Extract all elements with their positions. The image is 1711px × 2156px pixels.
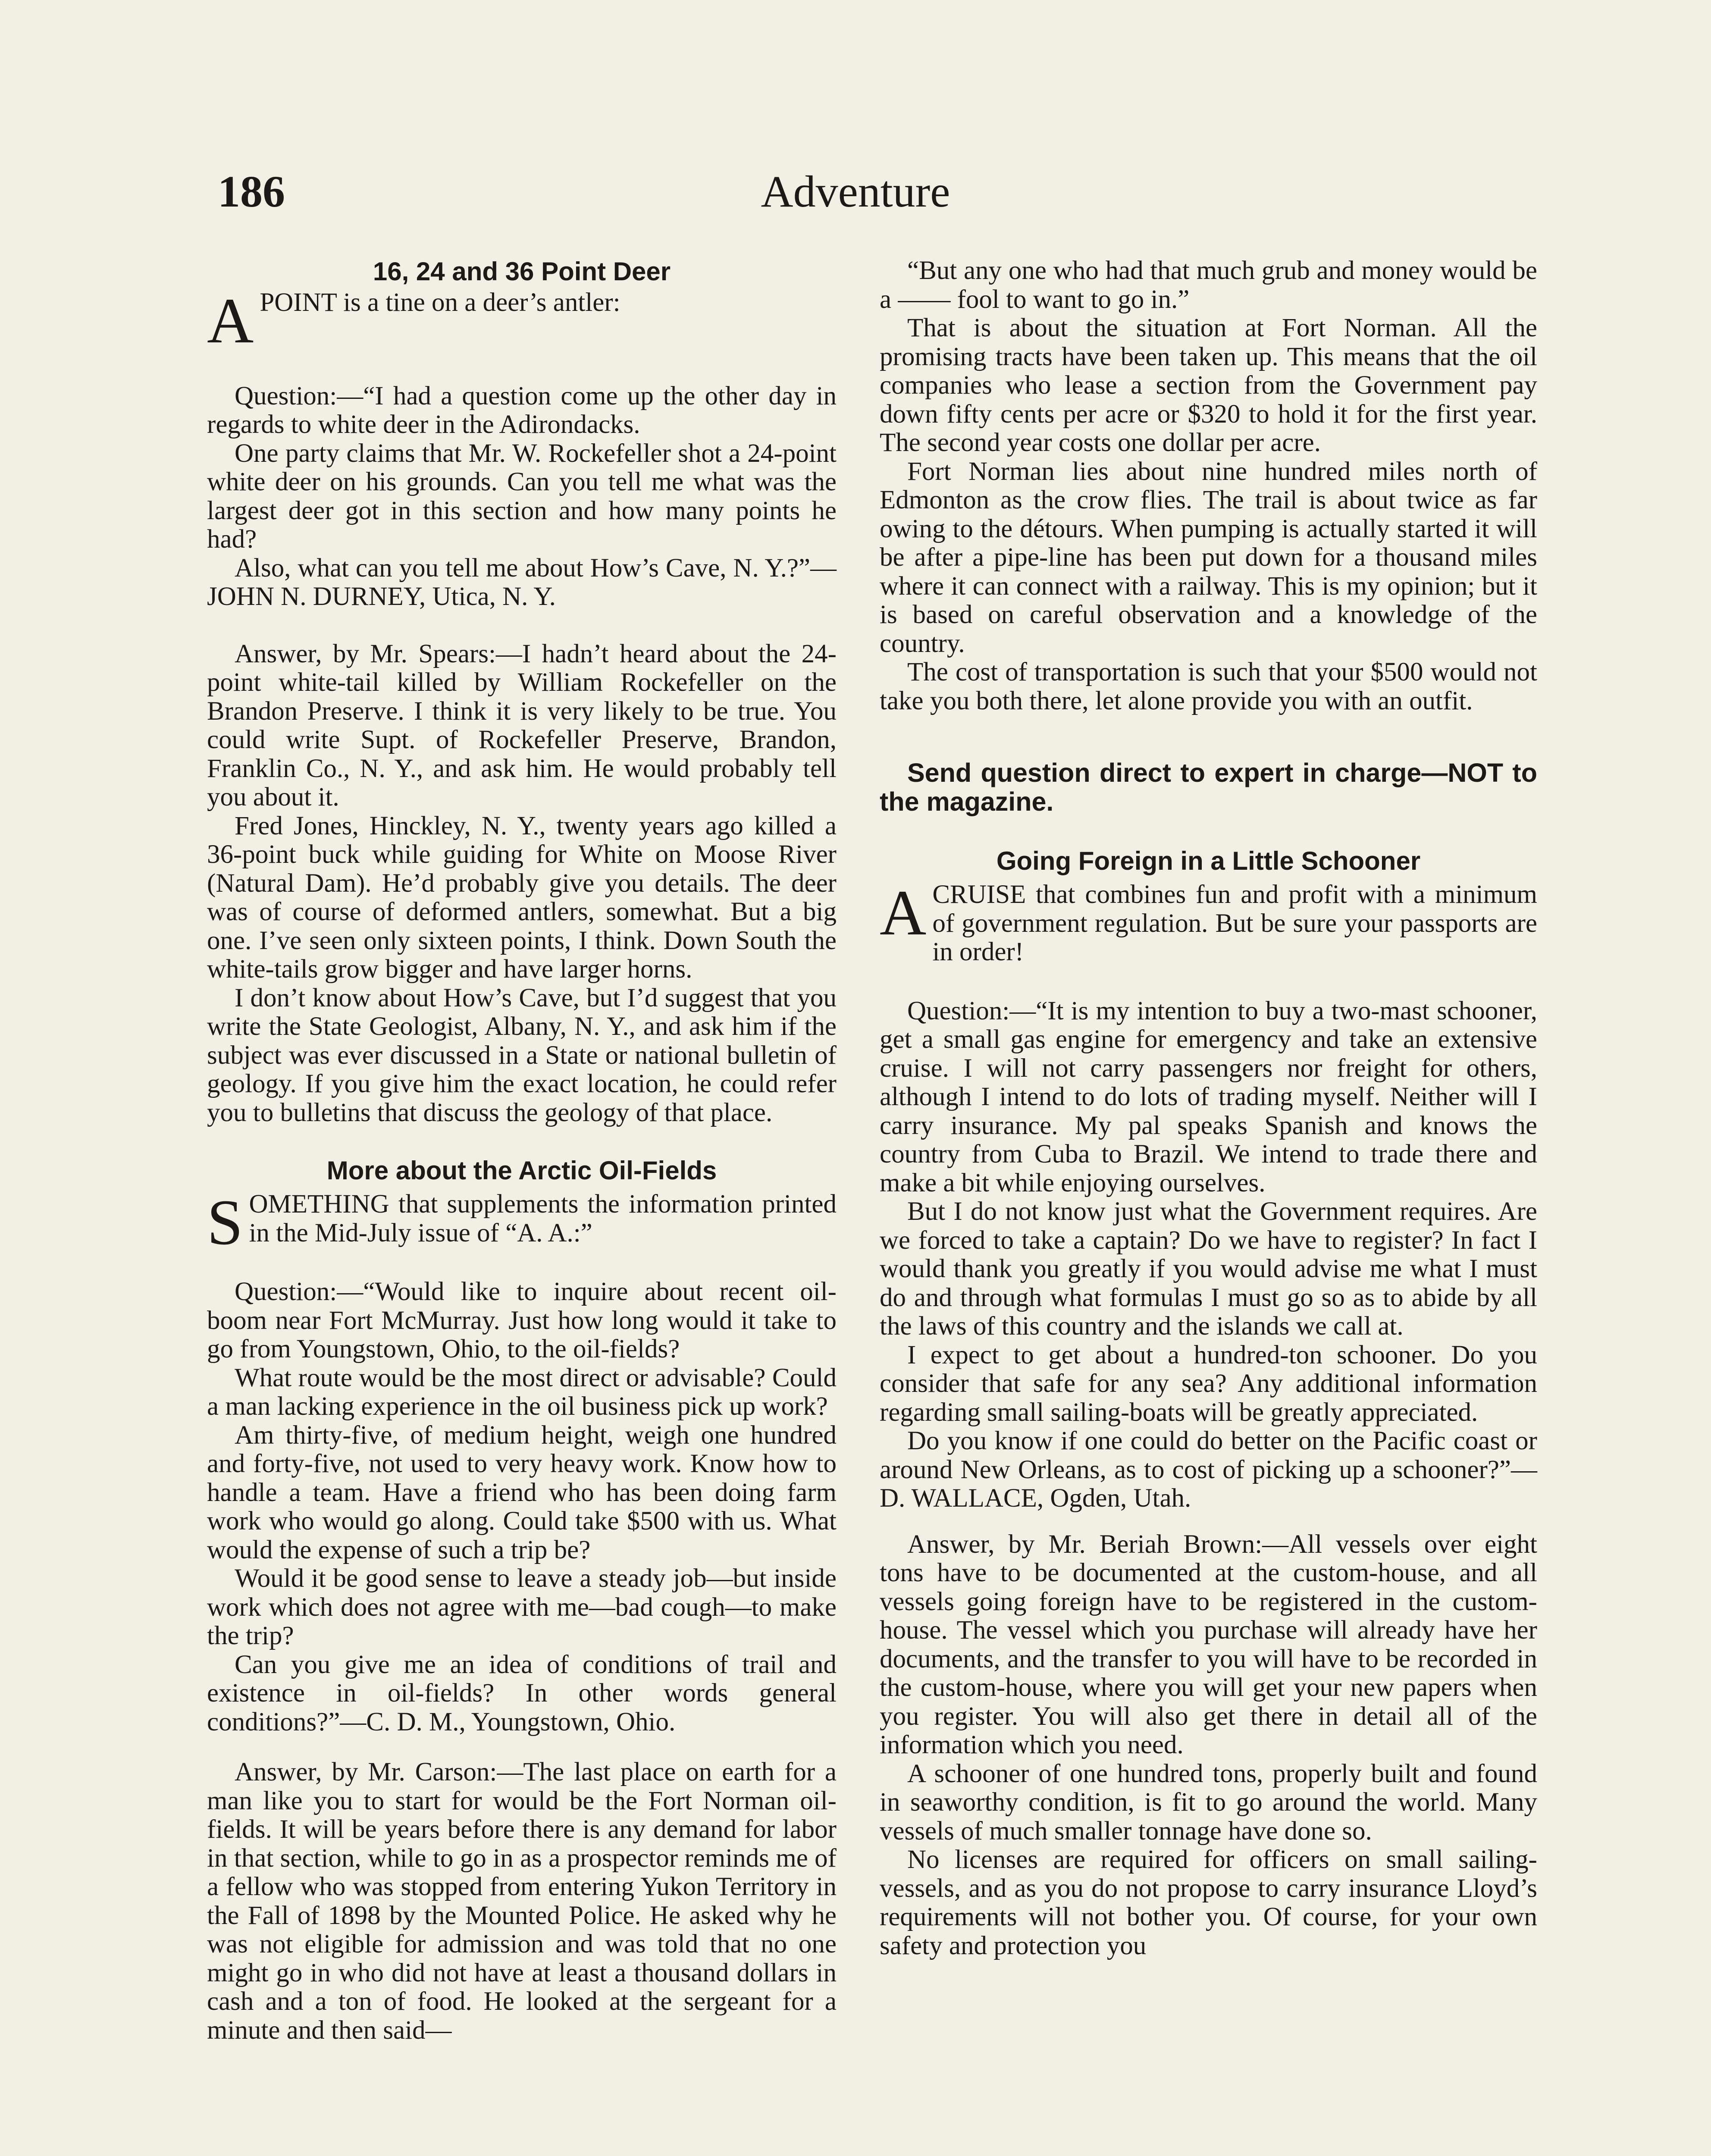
article-arctic-continued (880, 257, 1537, 715)
paragraph: Question:—“Would like to inquire about recent oil-boom near Fort McMurray. Just how long would it take to go from Youngstown, Ohio, to the oil-fields? (207, 1277, 837, 1363)
section-title: More about the Arctic Oil-Fields (326, 1156, 717, 1185)
paragraph: Answer, by Mr. Carson:—The last place on earth for a man like you to start for would be the Fort Norman oil-fields. It will be years before there is any demand for labor in that section, while to go in as a prospector reminds me of a fellow who was stopped from entering Yukon Territory in the Fall of 1898 by the Mounted Police. He asked why he was not eligible for admission and was told that no one might go in who did not have at least a thousand dollars in cash and a ton of food. He looked at the sergeant for a minute and then said— (207, 1758, 837, 2045)
page-number: 186 (218, 167, 285, 216)
paragraph: Fort Norman lies about nine hundred miles north of Edmonton as the crow flies. The trail is about twice as far owing to the détours. When pumping is actually started it will be after a pipe-line has been put down for a thousand miles where it can connect with a railway. This is my opinion; but it is based on careful observation and a knowledge of the country. (880, 457, 1537, 658)
lead-paragraph (207, 1187, 837, 1258)
paragraph: “But any one who had that much grub and money would be a —— fool to want to go in.” (880, 256, 1537, 314)
paragraph: Would it be good sense to leave a steady job—but inside work which does not agree with me—bad cough—to make the trip? (207, 1564, 837, 1650)
paragraph: Question:—“It is my intention to buy a two-mast schooner, get a small gas engine for emergency and take an extensive cruise. I will not carry passengers nor freight for others, although I intend to do lots of trading myself. Neither will I carry insurance. My pal speaks Spanish and knows the country from Cuba to Brazil. We intend to trade there and make a bit while enjoying ourselves. (880, 996, 1537, 1197)
paragraph: The cost of transportation is such that your $500 would not take you both there, let alone provide you with an outfit. (880, 658, 1537, 715)
drop-cap: A (880, 877, 927, 949)
paragraph: Also, what can you tell me about How’s Cave, N. Y.?”—JOHN N. DURNEY, Utica, N. Y. (207, 553, 837, 611)
paragraph: One party claims that Mr. W. Rockefeller shot a 24-point white deer on his grounds. Can you tell me what was the largest deer got in this section and how many points he had? (207, 439, 837, 554)
paragraph: Can you give me an idea of conditions of trail and existence in oil-fields? In other words general conditions?”—C. D. M., Youngstown, Ohio. (207, 1650, 837, 1736)
paragraph: Fred Jones, Hinckley, N. Y., twenty years ago killed a 36-point buck while guiding for White on Moose River (Natural Dam). He’d probably give you details. The deer was of course of deformed antlers, somewhat. But a big one. I’ve seen only sixteen points, I think. Down South the white-tails grow bigger and have larger horns. (207, 811, 837, 984)
left-column (207, 257, 837, 2045)
lead-paragraph (880, 877, 1537, 967)
drop-cap: S (207, 1187, 243, 1258)
paragraph: Question:—“I had a question come up the other day in regards to white deer in the Adirondacks. (207, 381, 837, 439)
paragraph: Answer, by Mr. Beriah Brown:—All vessels over eight tons have to be documented at the custom-house, and all vessels going foreign have to be registered in the custom-house. The vessel which you purchase will already have her documents, and the transfer to you will have to be recorded in the custom-house, where you will get your new papers when you register. You will also get there in detail all of the information which you need. (880, 1529, 1537, 1759)
paragraph: Am thirty-five, of medium height, weigh one hundred and forty-five, not used to very heavy work. Know how to handle a team. Have a friend who has been doing farm work who would go along. Could take $500 with us. What would the expense of such a trip be? (207, 1420, 837, 1564)
lead-text: CRUISE that combines fun and profit with a minimum of government regulation. But be sure your passports are in order! (932, 880, 1537, 966)
paragraph: I expect to get about a hundred-ton schooner. Do you consider that safe for any sea? Any additional information regarding small sailing-boats will be greatly appreciated. (880, 1340, 1537, 1427)
lead-text: POINT is a tine on a deer’s antler: (260, 288, 620, 317)
paragraph: No licenses are required for officers on small sailing-vessels, and as you do not propose to carry insurance Lloyd’s requirements will not bother you. Of course, for your own safety and protection you (880, 1845, 1537, 1960)
paragraph: Answer, by Mr. Spears:—I hadn’t heard about the 24-point white-tail killed by William Rockefeller on the Brandon Preserve. I think it is very likely to be true. You could write Supt. of Rockefeller Preserve, Brandon, Franklin Co., N. Y., and ask him. He would probably tell you about it. (207, 639, 837, 812)
section-title: 16, 24 and 36 Point Deer (373, 257, 671, 286)
article-deer (207, 257, 837, 1127)
page-title: Adventure (761, 167, 950, 216)
right-column (880, 257, 1537, 1960)
section-title: Going Foreign in a Little Schooner (996, 846, 1421, 875)
article-arctic-oil-fields (207, 1156, 837, 2045)
lead-paragraph (207, 285, 837, 357)
notice-text: Send question direct to expert in charge—NOT to the magazine. (880, 758, 1537, 816)
lead-text: OMETHING that supplements the information printed in the Mid-July issue of “A. A.:” (249, 1190, 837, 1247)
drop-cap: A (207, 285, 254, 357)
paragraph: A schooner of one hundred tons, properly built and found in seaworthy condition, is fit to go around the world. Many vessels of much smaller tonnage have done so. (880, 1759, 1537, 1846)
paragraph: What route would be the most direct or advisable? Could a man lacking experience in the oil business pick up work? (207, 1363, 837, 1421)
paragraph: Do you know if one could do better on the Pacific coast or around New Orleans, as to cost of picking up a schooner?”—D. WALLACE, Ogden, Utah. (880, 1426, 1537, 1513)
paragraph: I don’t know about How’s Cave, but I’d suggest that you write the State Geologist, Albany, N. Y., and ask him if the subject was ever discussed in a State or national bulletin of geology. If you give him the exact location, he could refer you to bulletins that discuss the geology of that place. (207, 983, 837, 1127)
paragraph: But I do not know just what the Government requires. Are we forced to take a captain? Do we have to register? In fact I would thank you greatly if you would advise me what I must do and through what formulas I must go so as to abide by all the laws of this country and the islands we call at. (880, 1197, 1537, 1341)
article-schooner (880, 846, 1537, 1960)
page-header (0, 164, 1711, 220)
paragraph: That is about the situation at Fort Norman. All the promising tracts have been taken up. This means that the oil companies who lease a section from the Government pay down fifty cents per acre or $320 to hold it for the first year. The second year costs one dollar per acre. (880, 313, 1537, 457)
